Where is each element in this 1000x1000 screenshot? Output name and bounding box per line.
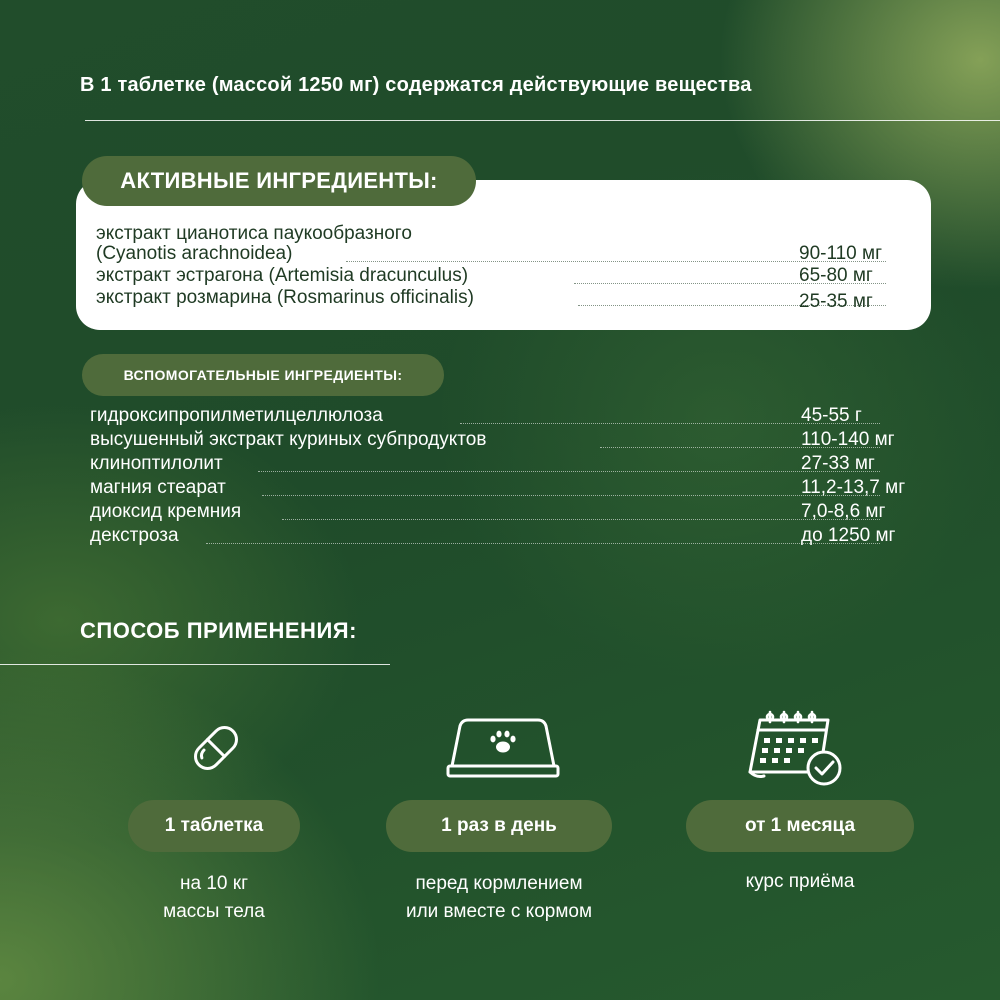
course-badge: от 1 месяца <box>686 800 914 852</box>
leader-dots <box>258 471 880 472</box>
active-ingredient-row <box>96 264 896 288</box>
ingredient-amount: 11,2-13,7 мг <box>801 477 906 498</box>
auxiliary-ingredient-row <box>90 428 920 452</box>
ingredient-amount: 27-33 мг <box>801 453 875 474</box>
frequency-caption <box>359 870 639 926</box>
active-ingredient-row <box>96 242 896 266</box>
method-title: СПОСОБ ПРИМЕНЕНИЯ: <box>80 618 357 643</box>
ingredient-name: диоксид кремния <box>90 501 242 522</box>
caption-line: на 10 кг <box>180 873 248 894</box>
pet-bowl-icon <box>446 714 560 785</box>
active-ingredients-title: АКТИВНЫЕ ИНГРЕДИЕНТЫ: <box>82 156 476 206</box>
dose-badge: 1 таблетка <box>128 800 300 852</box>
active-ingredient-row <box>96 286 896 310</box>
leader-dots <box>206 543 880 544</box>
method-divider <box>0 664 390 665</box>
leader-dots <box>282 519 880 520</box>
ingredient-name: экстракт эстрагона (Artemisia dracunculus) <box>96 265 469 286</box>
headline: В 1 таблетке (массой 1250 мг) содержатся действующие вещества <box>80 74 752 96</box>
auxiliary-ingredient-row <box>90 476 920 500</box>
ingredient-amount: 90-110 мг <box>799 243 883 264</box>
caption-line: массы тела <box>163 901 265 922</box>
ingredient-name: декстроза <box>90 525 179 546</box>
auxiliary-ingredient-row <box>90 500 920 524</box>
course-caption <box>690 868 910 896</box>
ingredient-amount: 45-55 г <box>801 405 862 426</box>
ingredient-name: магния стеарат <box>90 477 226 498</box>
ingredient-name-line2: (Cyanotis arachnoidea) <box>96 243 293 264</box>
ingredient-amount: 65-80 мг <box>799 265 873 286</box>
caption-line: курс приёма <box>745 871 855 892</box>
auxiliary-ingredient-row <box>90 524 920 548</box>
ingredient-amount: до 1250 мг <box>801 525 896 546</box>
ingredient-name: гидроксипропилметилцеллюлоза <box>90 405 383 426</box>
headline-divider <box>85 120 1000 121</box>
frequency-badge: 1 раз в день <box>386 800 612 852</box>
ingredient-amount: 25-35 мг <box>799 291 873 312</box>
ingredient-amount: 7,0-8,6 мг <box>801 501 886 522</box>
auxiliary-ingredient-row <box>90 404 920 428</box>
caption-line: перед кормлением <box>415 873 583 894</box>
ingredient-amount: 110-140 мг <box>801 429 895 450</box>
ingredient-name: клиноптилолит <box>90 453 223 474</box>
auxiliary-ingredients-title: ВСПОМОГАТЕЛЬНЫЕ ИНГРЕДИЕНТЫ: <box>82 354 444 396</box>
capsule-icon <box>180 712 252 789</box>
calendar-check-icon <box>746 708 846 795</box>
ingredient-name: экстракт цианотиса паукообразного <box>96 223 412 244</box>
dose-caption <box>114 870 314 926</box>
auxiliary-ingredient-row <box>90 452 920 476</box>
ingredient-name: экстракт розмарина (Rosmarinus officinalis) <box>96 287 474 308</box>
ingredient-name: высушенный экстракт куриных субпродуктов <box>90 429 487 450</box>
leader-dots <box>262 495 880 496</box>
caption-line: или вместе с кормом <box>405 901 593 922</box>
